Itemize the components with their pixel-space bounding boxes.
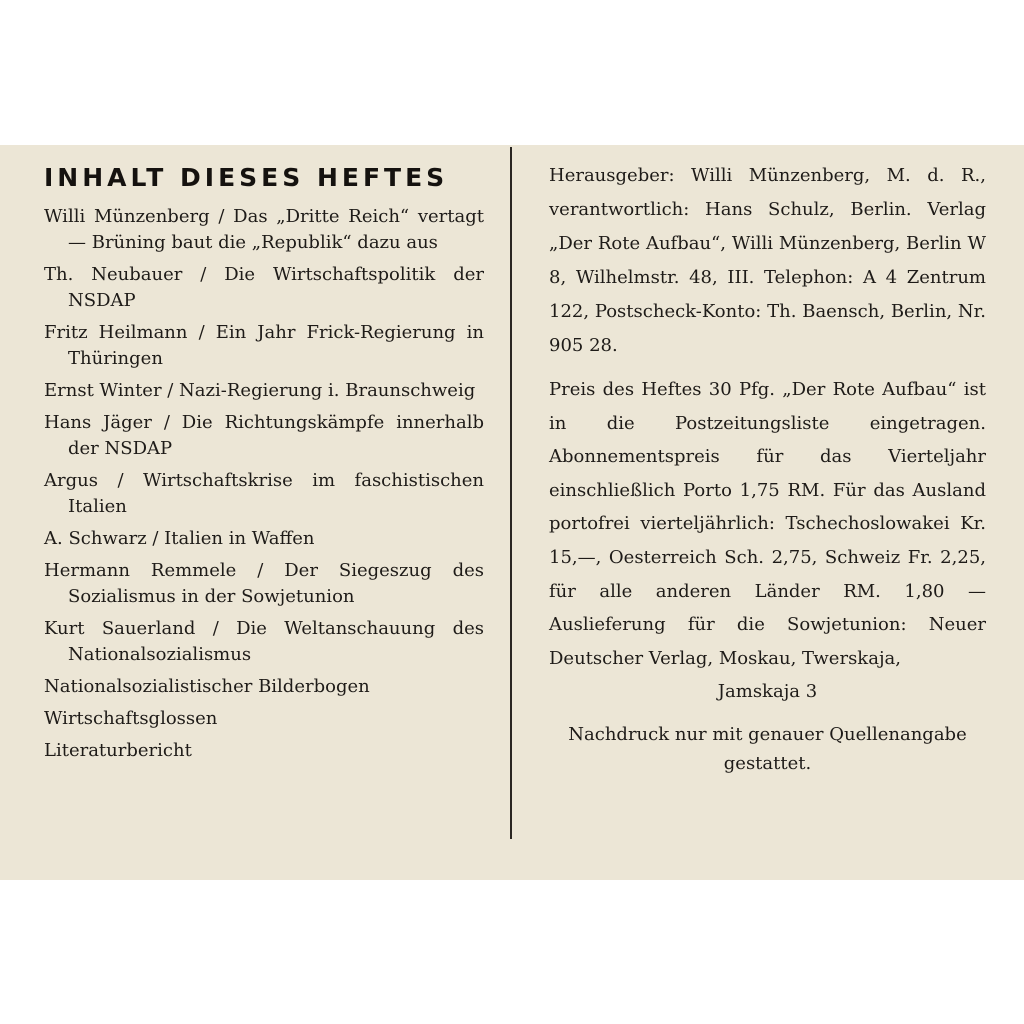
toc-entry-text: Hermann Remmele / Der Siegeszug des Sozialismus in der Sowjetunion [44,560,484,607]
toc-entry-text: Fritz Heilmann / Ein Jahr Frick-Regierung in Thüringen [44,322,484,369]
table-of-contents [44,163,484,770]
toc-entry [44,616,484,668]
toc-entry [44,320,484,372]
toc-entry-text: Nationalsozialistischer Bilderbogen [44,676,370,697]
reprint-note: Nachdruck nur mit genauer Quellenangabe gestattet. [568,724,967,775]
toc-entry [44,204,484,256]
toc-entry [44,262,484,314]
toc-entry-text: Hans Jäger / Die Richtungskämpfe innerhalb der NSDAP [44,412,484,459]
toc-entry-text: Ernst Winter / Nazi-Regierung i. Braunschweig [44,380,476,401]
magazine-page [0,145,1024,880]
toc-heading: INHALT DIESES HEFTES [44,163,449,192]
toc-entry [44,674,484,700]
toc-list [44,204,484,764]
toc-entry [44,706,484,732]
publisher-info [549,159,986,778]
toc-entry-text: Th. Neubauer / Die Wirtschaftspolitik der NSDAP [44,264,484,311]
toc-entry-text: Argus / Wirtschaftskrise im faschistischen Italien [44,470,484,517]
pricing-paragraph-end: Jamskaja 3 [717,681,818,703]
pricing-paragraph: Preis des Heftes 30 Pfg. „Der Rote Aufbau“ ist in die Postzeitungsliste eingetragen. Abonnementspreis für das Vierteljahr einschließlich Porto 1,75 RM. Für das Ausland portofrei vierteljährlich: Tschechoslowakei Kr. 15,—, Oesterreich Sch. 2,75, Schweiz Fr. 2,25, für alle anderen Länder RM. 1,80 — Auslieferung für die Sowjetunion: Neuer Deutscher Verlag, Moskau, Twerskaja, [549,379,986,669]
toc-entry-text: Wirtschaftsglossen [44,708,218,729]
toc-entry [44,526,484,552]
toc-entry [44,738,484,764]
toc-entry [44,558,484,610]
toc-entry-text: A. Schwarz / Italien in Waffen [44,528,315,549]
toc-entry-text: Willi Münzenberg / Das „Dritte Reich“ vertagt — Brüning baut die „Republik“ dazu aus [44,206,484,253]
column-divider [510,147,512,839]
toc-entry [44,468,484,520]
imprint-paragraph: Herausgeber: Willi Münzenberg, M. d. R., verantwortlich: Hans Schulz, Berlin. Verlag „Der Rote Aufbau“, Willi Münzenberg, Berlin W 8, Wilhelmstr. 48, III. Telephon: A 4 Zentrum 122, Postscheck-Konto: Th. Baensch, Berlin, Nr. 905 28. [549,165,986,356]
toc-entry-text: Literaturbericht [44,740,192,761]
toc-entry [44,378,484,404]
toc-entry-text: Kurt Sauerland / Die Weltanschauung des Nationalsozialismus [44,618,484,665]
toc-entry [44,410,484,462]
